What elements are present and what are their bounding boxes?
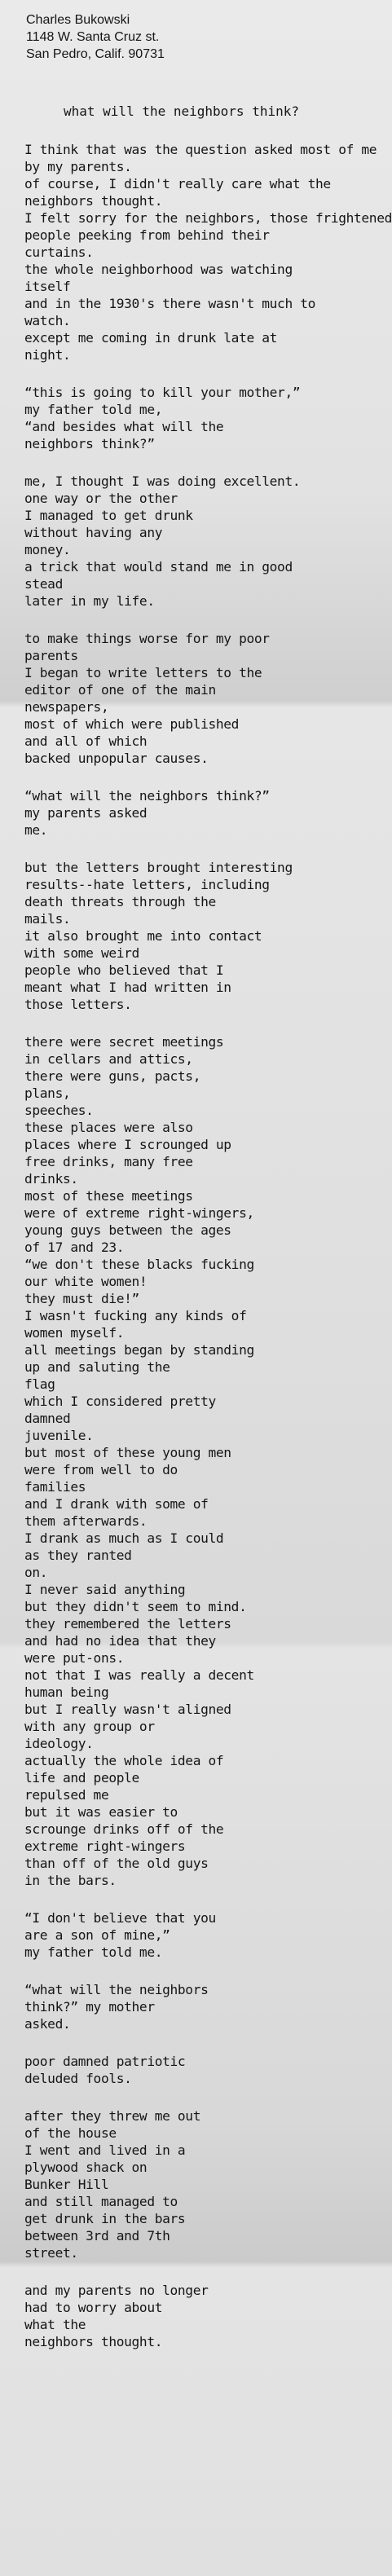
poem-line: without having any	[24, 525, 163, 540]
poem-title: what will the neighbors think?	[64, 103, 299, 119]
stanza	[24, 1909, 383, 1961]
stanza	[24, 2282, 383, 2350]
poem-line: most of these meetings	[24, 1188, 193, 1204]
poem-line: neighbors thought.	[24, 2334, 163, 2349]
poem-line: extreme right-wingers	[24, 1838, 186, 1854]
poem-line: life and people	[24, 1770, 139, 1786]
poem-line: were of extreme right-wingers,	[24, 1205, 254, 1221]
poem-line: of the house	[24, 2125, 117, 2141]
poem-line: think?” my mother	[24, 1999, 155, 2015]
poem-line: and I drank with some of	[24, 1496, 209, 1512]
poem-line: I began to write letters to the	[24, 665, 262, 680]
poem-line: I drank as much as I could	[24, 1530, 224, 1546]
poem-line: I managed to get drunk	[24, 508, 193, 523]
address-city: San Pedro, Calif. 90731	[26, 47, 165, 61]
poem-line: “this is going to kill your mother,”	[24, 385, 301, 400]
poem-line: me.	[24, 822, 48, 838]
poem-line: what the	[24, 2317, 86, 2332]
poem-line: by my parents.	[24, 159, 132, 174]
author-header	[26, 11, 165, 63]
poem-line: my father told me,	[24, 402, 163, 417]
poem-line: juvenile.	[24, 1428, 94, 1443]
poem-line: asked.	[24, 2016, 71, 2032]
stanza	[24, 787, 383, 839]
poem-line: I felt sorry for the neighbors, those frightened	[24, 210, 392, 226]
poem-line: human being	[24, 1684, 109, 1700]
poem-line: editor of one of the main	[24, 682, 216, 698]
poem-line: and all of which	[24, 733, 148, 749]
poem-line: were put-ons.	[24, 1650, 125, 1666]
poem-line: places where I scrounged up	[24, 1137, 231, 1152]
poem-line: “I don't believe that you	[24, 1910, 216, 1926]
poem-line: I never said anything	[24, 1582, 186, 1597]
poem-line: not that I was really a decent	[24, 1667, 254, 1683]
poem-line: in the bars.	[24, 1873, 117, 1888]
poem-line: plywood shack on	[24, 2160, 148, 2175]
poem-line: and still managed to	[24, 2194, 178, 2209]
poem-line: newspapers,	[24, 699, 109, 715]
poem-line: there were guns, pacts,	[24, 1068, 201, 1084]
poem-line: it also brought me into contact	[24, 928, 262, 944]
poem-line: my father told me.	[24, 1944, 163, 1960]
stanza	[24, 630, 383, 767]
poem-line: women myself.	[24, 1325, 125, 1341]
poem-line: “what will the neighbors think?”	[24, 788, 270, 804]
poem-line: with any group or	[24, 1719, 155, 1734]
poem-line: they must die!”	[24, 1291, 139, 1306]
poem-line: they remembered the letters	[24, 1616, 231, 1631]
poem-line: but I really wasn't aligned	[24, 1702, 231, 1717]
poem-line: than off of the old guys	[24, 1856, 209, 1871]
poem-line: “we don't these blacks fucking	[24, 1257, 254, 1272]
stanza	[24, 384, 383, 452]
poem-line: I wasn't fucking any kinds of	[24, 1308, 247, 1323]
poem-line: actually the whole idea of	[24, 1753, 224, 1768]
poem-line: but it was easier to	[24, 1804, 178, 1820]
poem-line: neighbors thought.	[24, 193, 163, 209]
poem-line: our white women!	[24, 1274, 148, 1289]
poem-line: people peeking from behind their	[24, 227, 270, 243]
stanza	[24, 2053, 383, 2087]
poem-line: and had no idea that they	[24, 1633, 216, 1649]
poem-line: “what will the neighbors	[24, 1982, 209, 1997]
poem-line: had to worry about	[24, 2300, 163, 2315]
stanza	[24, 1033, 383, 1889]
address-street: 1148 W. Santa Cruz st.	[26, 30, 160, 44]
poem-line: a trick that would stand me in good	[24, 559, 293, 575]
poem-line: night.	[24, 347, 71, 363]
poem-line: of course, I didn't really care what the	[24, 176, 331, 192]
poem-line: after they threw me out	[24, 2108, 201, 2124]
poem-line: with some weird	[24, 945, 139, 961]
poem-line: except me coming in drunk late at	[24, 330, 278, 346]
stanza	[24, 859, 383, 1013]
poem-line: plans,	[24, 1085, 71, 1101]
poem-line: on.	[24, 1565, 48, 1580]
poem-line: up and saluting the	[24, 1359, 170, 1375]
poem-line: curtains.	[24, 244, 94, 260]
poem-line: of 17 and 23.	[24, 1240, 125, 1255]
poem-line: most of which were published	[24, 716, 240, 732]
poem-line: neighbors think?”	[24, 436, 155, 451]
poem-line: “and besides what will the	[24, 419, 224, 434]
poem-line: but the letters brought interesting	[24, 860, 293, 875]
poem-line: money.	[24, 542, 71, 557]
poem-line: drinks.	[24, 1171, 78, 1187]
poem-line: them afterwards.	[24, 1513, 148, 1529]
stanza	[24, 2107, 383, 2261]
poem-line: and my parents no longer	[24, 2283, 209, 2298]
poem-line: those letters.	[24, 997, 132, 1012]
poem-line: damned	[24, 1411, 71, 1426]
poem-line: which I considered pretty	[24, 1394, 216, 1409]
poem-line: young guys between the ages	[24, 1222, 231, 1238]
poem-line: one way or the other	[24, 491, 178, 506]
author-name: Charles Bukowski	[26, 13, 130, 27]
poem-line: deluded fools.	[24, 2071, 132, 2086]
poem-line: Bunker Hill	[24, 2177, 109, 2192]
poem-line: ideology.	[24, 1736, 94, 1751]
poem-line: death threats through the	[24, 894, 216, 909]
poem-line: results--hate letters, including	[24, 877, 270, 892]
poem-line: between 3rd and 7th	[24, 2228, 170, 2244]
poem-line: but most of these young men	[24, 1445, 231, 1460]
poem-line: watch.	[24, 313, 71, 328]
poem-line: families	[24, 1479, 86, 1495]
poem-line: me, I thought I was doing excellent.	[24, 473, 301, 489]
poem-line: to make things worse for my poor	[24, 631, 270, 646]
poem-line: later in my life.	[24, 593, 155, 609]
poem-line: scrounge drinks off of the	[24, 1821, 224, 1837]
poem-line: in cellars and attics,	[24, 1051, 193, 1067]
poem-line: stead	[24, 576, 63, 592]
poem-line: there were secret meetings	[24, 1034, 224, 1050]
poem-line: I think that was the question asked most of me	[24, 142, 377, 157]
poem-body	[24, 141, 392, 2371]
poem-line: parents	[24, 648, 78, 663]
stanza	[24, 1981, 383, 2032]
poem-line: but they didn't seem to mind.	[24, 1599, 247, 1614]
poem-line: mails.	[24, 911, 71, 927]
poem-line: street.	[24, 2245, 78, 2261]
poem-line: backed unpopular causes.	[24, 751, 209, 766]
poem-line: meant what I had written in	[24, 980, 231, 995]
poem-line: all meetings began by standing	[24, 1342, 254, 1358]
poem-line: were from well to do	[24, 1462, 178, 1477]
poem-line: people who believed that I	[24, 962, 224, 978]
poem-line: the whole neighborhood was watching	[24, 262, 293, 277]
poem-line: my parents asked	[24, 805, 148, 821]
poem-line: I went and lived in a	[24, 2142, 186, 2158]
poem-line: itself	[24, 279, 71, 294]
stanza	[24, 141, 392, 363]
poem-line: speeches.	[24, 1103, 94, 1118]
poem-line: and in the 1930's there wasn't much to	[24, 296, 316, 311]
poem-line: as they ranted	[24, 1548, 132, 1563]
poem-line: free drinks, many free	[24, 1154, 193, 1169]
poem-line: flag	[24, 1376, 55, 1392]
poem-line: are a son of mine,”	[24, 1927, 170, 1943]
poem-line: these places were also	[24, 1120, 193, 1135]
poem-line: get drunk in the bars	[24, 2211, 186, 2226]
poem-line: poor damned patriotic	[24, 2054, 186, 2069]
poem-line: repulsed me	[24, 1787, 109, 1803]
stanza	[24, 473, 383, 610]
